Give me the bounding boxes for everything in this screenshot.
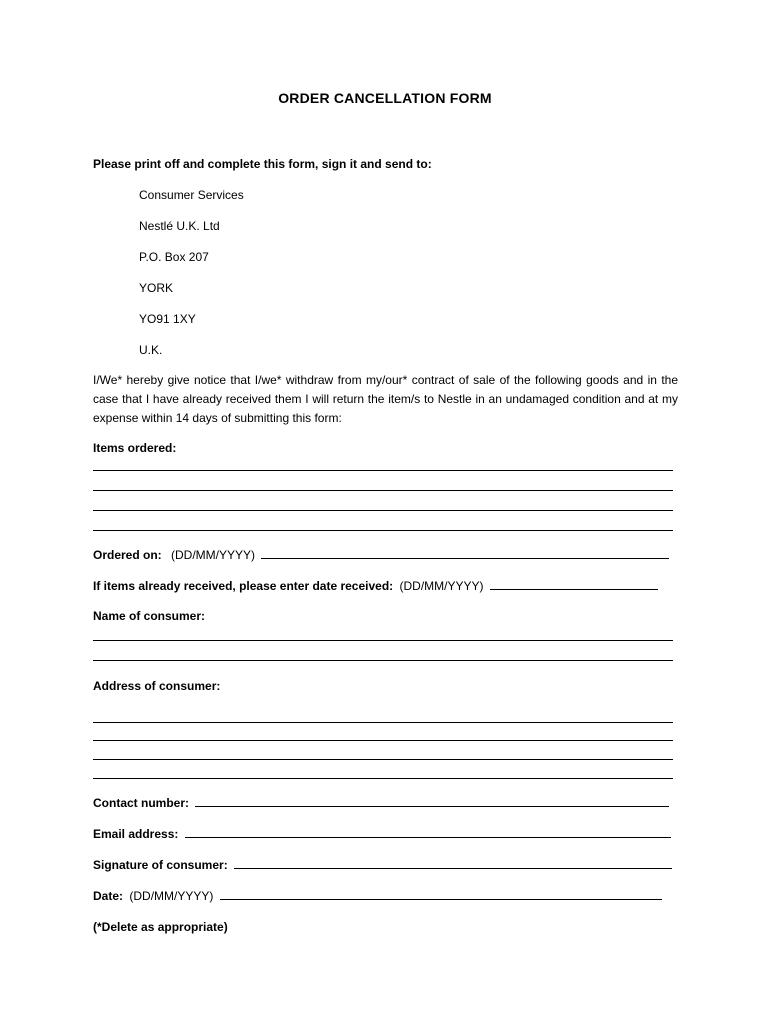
address-field-line-2[interactable]	[93, 740, 673, 741]
email-address-field[interactable]	[185, 836, 671, 838]
items-ordered-line-3[interactable]	[93, 510, 673, 511]
received-date-field[interactable]	[490, 588, 658, 590]
notice-paragraph: I/We* hereby give notice that I/we* withdraw from my/our* contract of sale of the following goods and in the case that I have already received them I will return the item/s to Nestle in an undamaged condition and at my expense within 14 days of submitting this form:	[93, 373, 678, 425]
contact-label: Contact number:	[93, 796, 189, 810]
items-ordered-line-4[interactable]	[93, 530, 673, 531]
date-label: Date:	[93, 889, 124, 903]
address-field-line-3[interactable]	[93, 759, 673, 760]
signature-row	[93, 857, 672, 873]
address-line-3: P.O. Box 207	[139, 250, 209, 264]
name-line-1[interactable]	[93, 640, 673, 641]
ordered-on-row	[93, 547, 669, 563]
ordered-on-field[interactable]	[261, 557, 669, 559]
name-label: Name of consumer:	[93, 609, 206, 623]
email-label: Email address:	[93, 827, 179, 841]
address-line-2: Nestlé U.K. Ltd	[139, 219, 220, 233]
address-line-6: U.K.	[139, 343, 163, 357]
date-row	[93, 888, 662, 904]
email-row	[93, 826, 671, 842]
ordered-on-format: (DD/MM/YYYY)	[171, 548, 256, 562]
footnote: (*Delete as appropriate)	[93, 920, 228, 934]
received-format: (DD/MM/YYYY)	[399, 579, 484, 593]
address-line-1: Consumer Services	[139, 188, 244, 202]
instruction-text: Please print off and complete this form, sign it and send to:	[93, 157, 432, 171]
date-field[interactable]	[220, 898, 662, 900]
items-ordered-line-1[interactable]	[93, 470, 673, 471]
address-label: Address of consumer:	[93, 679, 221, 693]
date-format: (DD/MM/YYYY)	[129, 889, 214, 903]
address-line-4: YORK	[139, 281, 174, 295]
signature-label: Signature of consumer:	[93, 858, 228, 872]
address-field-line-4[interactable]	[93, 778, 673, 779]
received-row	[93, 578, 658, 594]
form-title: ORDER CANCELLATION FORM	[278, 90, 492, 106]
contact-number-field[interactable]	[195, 805, 669, 807]
items-ordered-line-2[interactable]	[93, 490, 673, 491]
address-line-5: YO91 1XY	[139, 312, 196, 326]
ordered-on-label: Ordered on:	[93, 548, 162, 562]
name-line-2[interactable]	[93, 660, 673, 661]
contact-row	[93, 795, 669, 811]
received-label: If items already received, please enter date received:	[93, 579, 394, 593]
items-ordered-label: Items ordered:	[93, 441, 177, 455]
signature-field[interactable]	[234, 867, 672, 869]
address-field-line-1[interactable]	[93, 722, 673, 723]
